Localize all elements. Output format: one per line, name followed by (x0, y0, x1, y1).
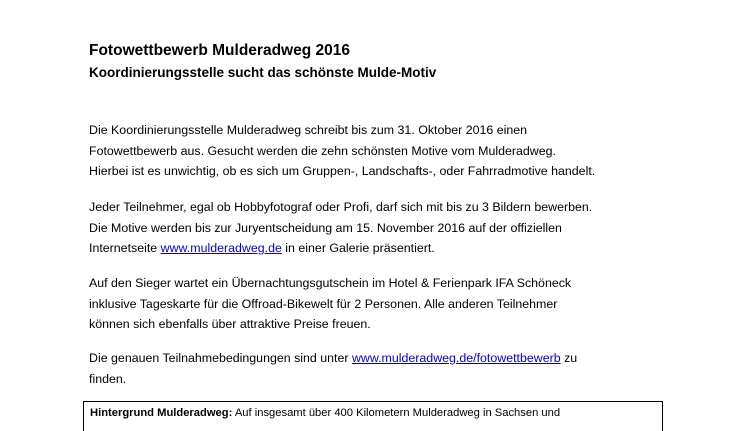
paragraph-line: finden. (89, 371, 127, 386)
conditions-link[interactable]: www.mulderadweg.de/fotowettbewerb (351, 351, 561, 365)
paragraph-conditions (89, 348, 577, 389)
paragraph-line: Jeder Teilnehmer, egal ob Hobbyfotograf oder Profi, darf sich mit bis zu 3 Bildern bewerben. (89, 200, 593, 214)
paragraph-prizes (89, 273, 571, 335)
document-title: Fotowettbewerb Mulderadweg 2016 (89, 42, 350, 59)
paragraph-participation (89, 197, 592, 259)
paragraph-line: können sich ebenfalls über attraktive Preise freuen. (89, 317, 371, 331)
paragraph-line: Die Motive werden bis zur Juryentscheidung am 15. November 2016 auf der offiziellen (89, 220, 562, 235)
paragraph-announcement (89, 120, 595, 182)
background-info-label: Hintergrund Mulderadweg: (90, 407, 233, 419)
paragraph-line (89, 348, 577, 369)
paragraph-text: in einer Galerie präsentiert. (281, 241, 435, 255)
paragraph-line: Die Koordinierungsstelle Mulderadweg schreibt bis zum 31. Oktober 2016 einen (89, 123, 528, 137)
paragraph-line (89, 238, 592, 259)
background-info-box (83, 401, 663, 431)
paragraph-line: Fotowettbewerb aus. Gesucht werden die zehn schönsten Motive vom Mulderadweg. (89, 143, 556, 158)
paragraph-line: Hierbei ist es unwichtig, ob es sich um Gruppen-, Landschafts-, oder Fahrradmotive handelt. (89, 164, 596, 178)
background-info-body: Auf insgesamt über 400 Kilometern Mulderadweg in Sachsen und (232, 407, 561, 419)
paragraph-text: Die genauen Teilnahmebedingungen sind unter (89, 351, 352, 365)
website-link[interactable]: www.mulderadweg.de (160, 241, 282, 255)
paragraph-text: zu (560, 351, 578, 365)
paragraph-line: Auf den Sieger wartet ein Übernachtungsgutschein im Hotel & Ferienpark IFA Schöneck (89, 276, 572, 290)
document-subtitle: Koordinierungsstelle sucht das schönste Mulde-Motiv (89, 65, 437, 80)
paragraph-line: inklusive Tageskarte für die Offroad-Bikewelt für 2 Personen. Alle anderen Teilnehmer (89, 296, 558, 311)
paragraph-text: Internetseite (89, 241, 161, 255)
